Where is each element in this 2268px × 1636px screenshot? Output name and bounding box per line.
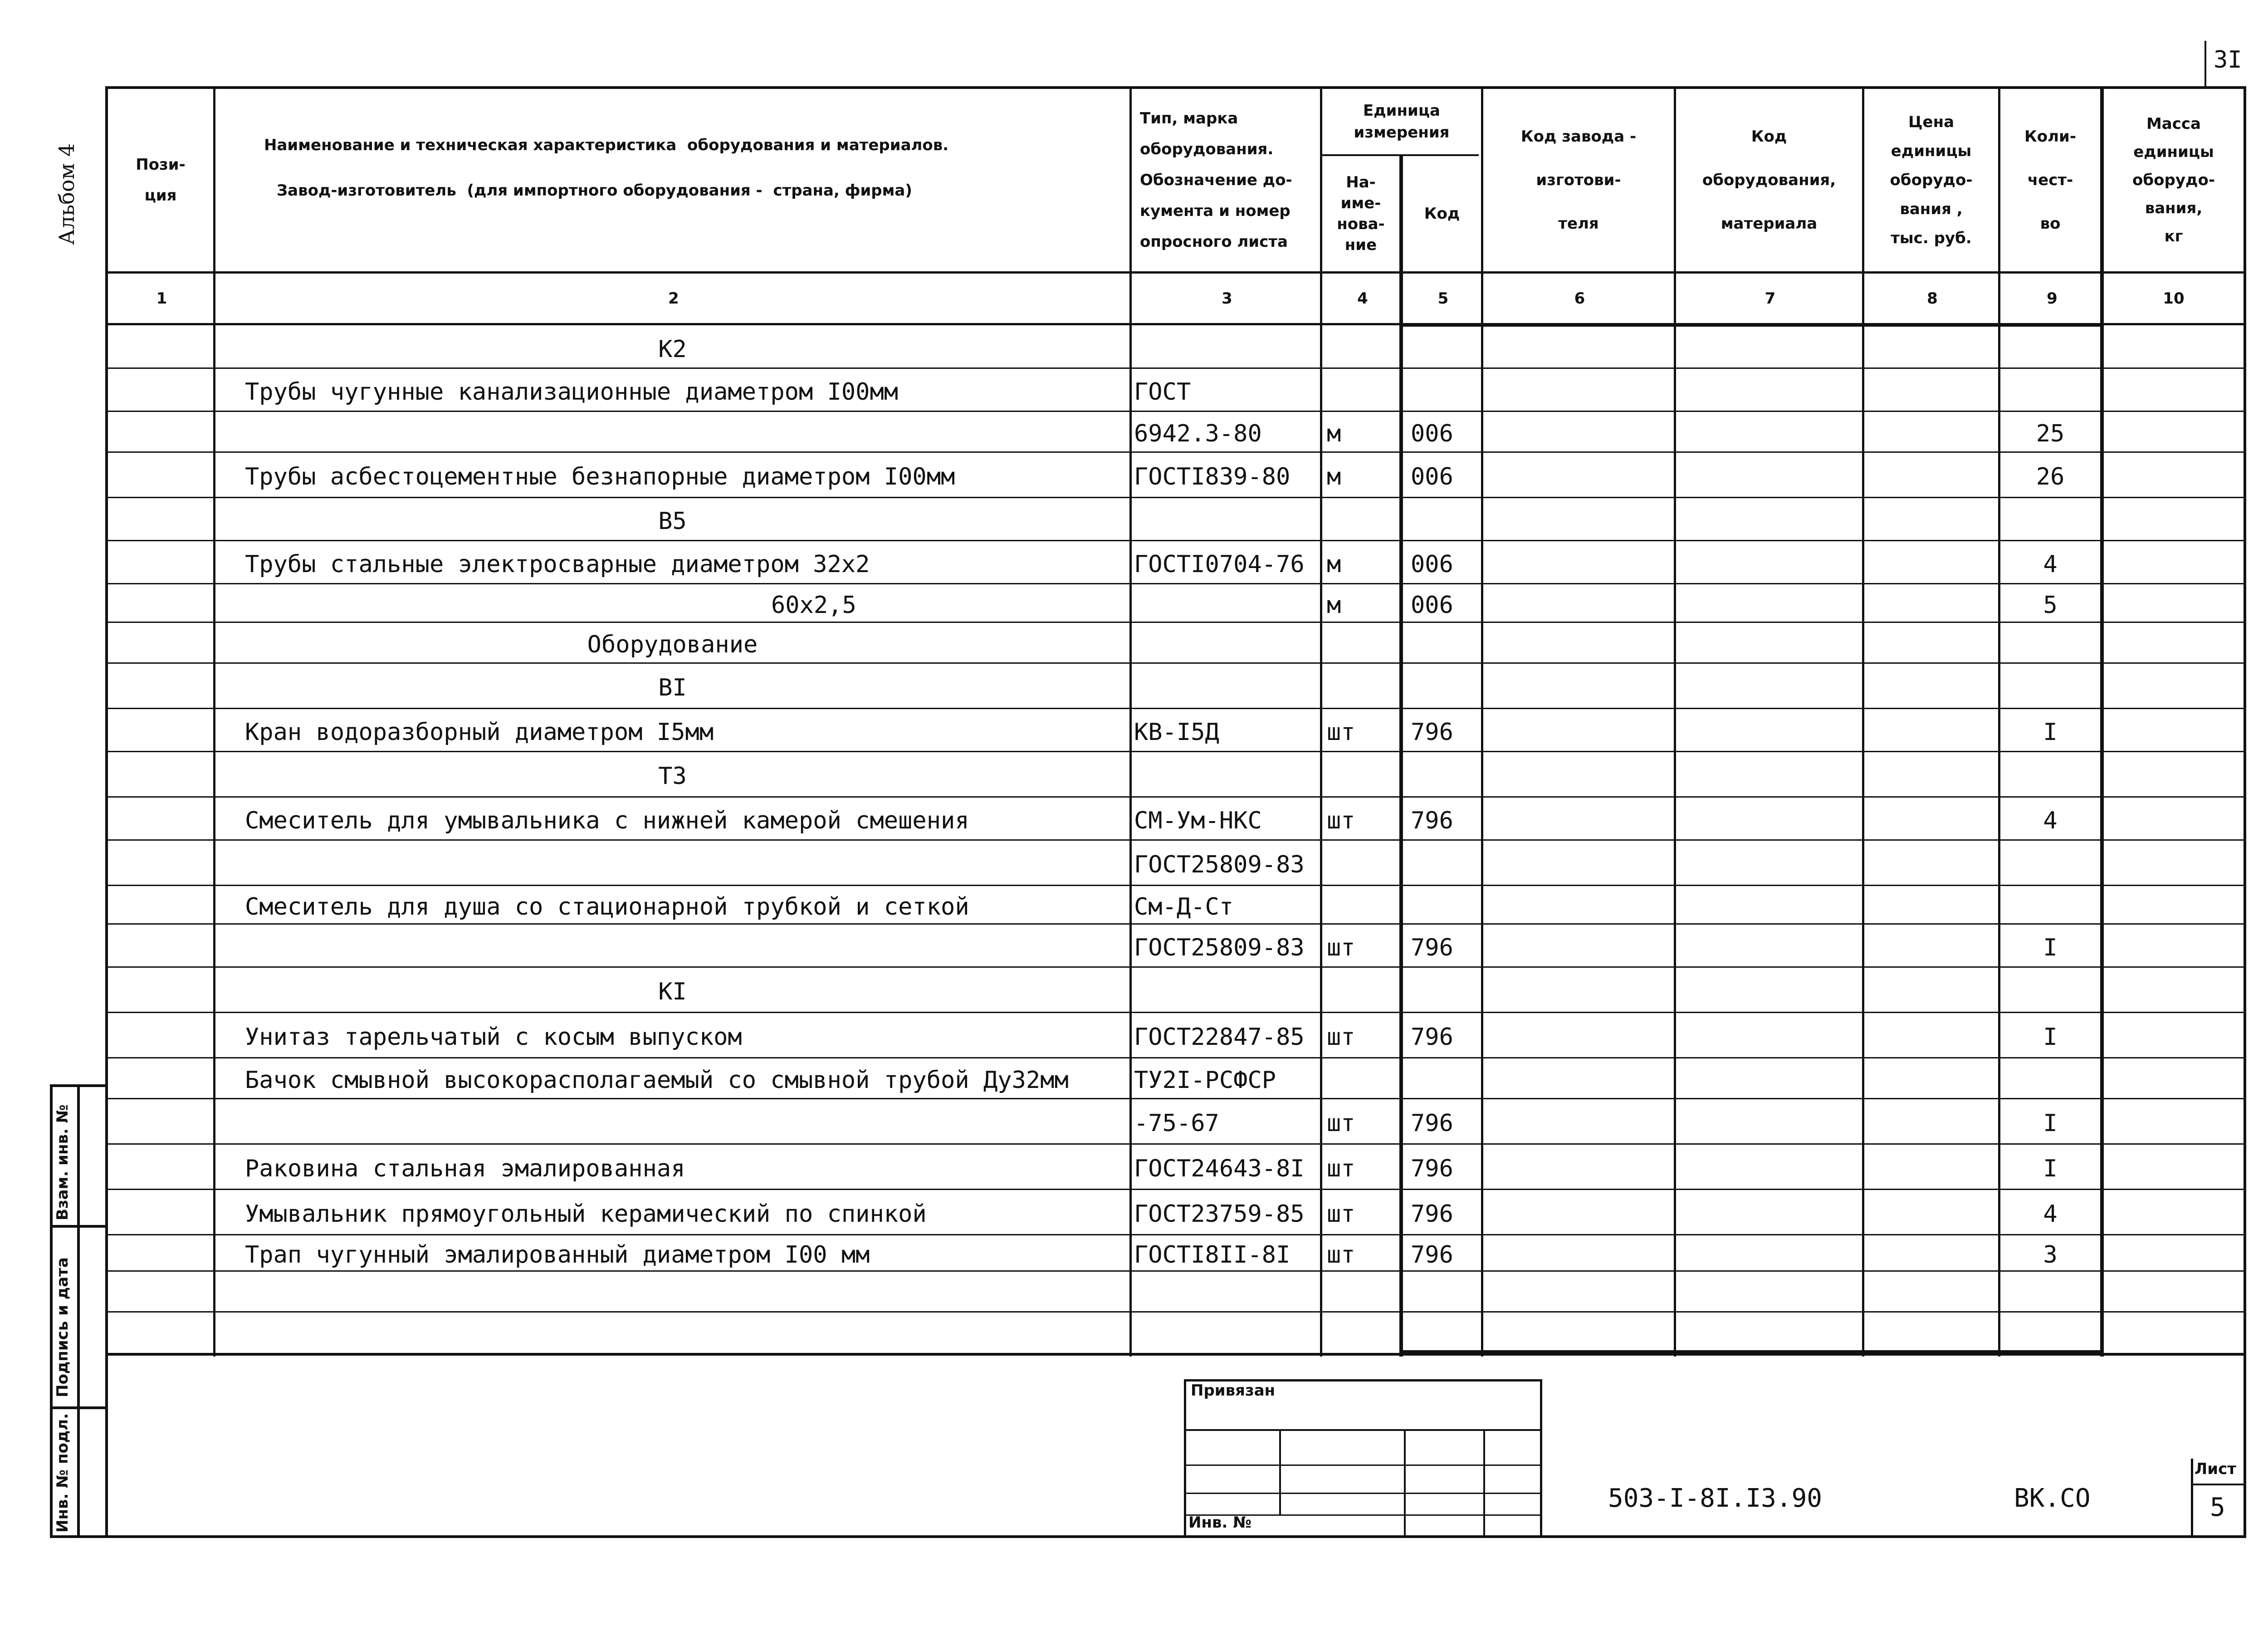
column-number: 5 xyxy=(1437,289,1449,308)
row-doc: ГОСТ25809-83 xyxy=(1134,934,1305,961)
row-section-title: Т3 xyxy=(658,763,687,790)
header-doc: Тип, марка оборудования. Обозначение до- кумента и номер опросного листа xyxy=(1140,109,1292,251)
row-unit: шт xyxy=(1327,1200,1355,1228)
header-name-line1: Наименование и техническая характеристика оборудования и материалов. xyxy=(264,136,949,154)
row-name: Унитаз тарельчатый с косым выпуском xyxy=(245,1024,742,1051)
sheet-number: 5 xyxy=(2210,1493,2225,1522)
document-code: 503-I-8I.I3.90 xyxy=(1608,1484,1823,1513)
header-equipment-code: Код оборудования, материала xyxy=(1702,127,1836,233)
row-doc: ГОСТ24643-8I xyxy=(1134,1155,1305,1182)
row-quantity: I xyxy=(2043,1110,2058,1137)
column-number: 4 xyxy=(1357,289,1368,308)
row-code: 796 xyxy=(1411,1155,1453,1182)
column-number: 2 xyxy=(668,289,679,308)
column-number: 3 xyxy=(1222,289,1232,308)
header-name-line2: Завод-изготовитель (для импортного оборудования - страна, фирма) xyxy=(277,181,912,200)
row-doc: ГОСТ xyxy=(1134,378,1191,406)
inv-no-label: Инв. № xyxy=(1188,1514,1252,1532)
stamp-replaced-inv: Взам. инв. № xyxy=(54,1104,72,1220)
row-code: 006 xyxy=(1411,591,1453,619)
row-name: Бачок смывной высокорасполагаемый со смывной трубой Ду32мм xyxy=(245,1067,1069,1094)
row-unit: м xyxy=(1327,550,1341,578)
row-code: 796 xyxy=(1411,1241,1453,1269)
column-number: 6 xyxy=(1574,289,1585,308)
column-number: 8 xyxy=(1927,289,1938,308)
row-code: 796 xyxy=(1411,1200,1453,1228)
row-doc: ТУ2I-РСФСР xyxy=(1134,1067,1276,1094)
row-name: Умывальник прямоугольный керамический по спинкой xyxy=(245,1200,927,1228)
row-doc: СМ-Ум-НКС xyxy=(1134,807,1262,834)
album-label: Альбом 4 xyxy=(54,143,79,245)
row-unit: шт xyxy=(1327,718,1355,746)
row-quantity: 4 xyxy=(2043,807,2058,834)
column-number: 1 xyxy=(156,289,167,308)
row-section-title: КI xyxy=(658,978,687,1005)
row-name: Трап чугунный эмалированный диаметром I00 мм xyxy=(245,1241,870,1269)
row-code: 006 xyxy=(1411,550,1453,578)
header-unit-name: На- име- нова- ние xyxy=(1337,173,1385,254)
row-doc: ГОСТI0704-76 xyxy=(1134,550,1305,578)
row-name: Трубы асбестоцементные безнапорные диаметром I00мм xyxy=(245,463,955,490)
row-section-title: Оборудование xyxy=(587,631,758,658)
row-section-title: В5 xyxy=(658,507,687,535)
row-name: Кран водоразборный диаметром I5мм xyxy=(245,718,714,746)
row-doc: ГОСТ23759-85 xyxy=(1134,1200,1305,1228)
row-quantity: I xyxy=(2043,934,2058,961)
row-name: Трубы чугунные канализационные диаметром I00мм xyxy=(245,378,899,406)
row-code: 796 xyxy=(1411,1110,1453,1137)
header-unit: Единица измерения xyxy=(1354,102,1450,142)
row-section-title: К2 xyxy=(658,335,687,363)
row-unit: шт xyxy=(1327,934,1355,961)
row-quantity: I xyxy=(2043,1024,2058,1051)
row-quantity: 4 xyxy=(2043,1200,2058,1228)
header-quantity: Коли- чест- во xyxy=(2024,127,2076,233)
row-doc: ГОСТ25809-83 xyxy=(1134,851,1305,878)
privyazan-label: Привязан xyxy=(1191,1381,1276,1400)
stamp-original-inv: Инв. № подл. xyxy=(54,1413,72,1533)
row-code: 006 xyxy=(1411,420,1453,447)
row-unit: шт xyxy=(1327,1241,1355,1269)
column-number: 7 xyxy=(1765,289,1776,308)
header-mass: Масса единицы оборудо- вания, кг xyxy=(2132,115,2215,245)
row-name: 60х2,5 xyxy=(771,591,856,619)
row-doc: ГОСТI8II-8I xyxy=(1134,1241,1290,1269)
row-quantity: 3 xyxy=(2043,1241,2058,1269)
sheet-corner-number: 3I xyxy=(2214,46,2242,73)
row-doc: -75-67 xyxy=(1134,1110,1219,1137)
row-quantity: 26 xyxy=(2036,463,2065,490)
row-code: 796 xyxy=(1411,934,1453,961)
row-quantity: 25 xyxy=(2036,420,2065,447)
row-name: Смеситель для умывальника с нижней камерой смешения xyxy=(245,807,969,834)
row-quantity: 4 xyxy=(2043,550,2058,578)
row-doc: См-Д-Ст xyxy=(1134,893,1234,921)
row-unit: шт xyxy=(1327,807,1355,834)
row-quantity: 5 xyxy=(2043,591,2058,619)
stamp-signature-date: Подпись и дата xyxy=(54,1257,72,1397)
row-unit: шт xyxy=(1327,1155,1355,1182)
row-doc: ГОСТ22847-85 xyxy=(1134,1024,1305,1051)
sheet-label: Лист xyxy=(2195,1460,2236,1478)
column-number: 9 xyxy=(2047,289,2058,308)
row-quantity: I xyxy=(2043,1155,2058,1182)
row-unit: шт xyxy=(1327,1024,1355,1051)
row-code: 796 xyxy=(1411,1024,1453,1051)
header-price: Цена единицы оборудо- вания , тыс. руб. xyxy=(1890,113,1973,247)
row-name: Смеситель для душа со стационарной трубкой и сеткой xyxy=(245,893,969,921)
header-unit-code: Код xyxy=(1424,205,1460,223)
row-unit: шт xyxy=(1327,1110,1355,1137)
row-code: 006 xyxy=(1411,463,1453,490)
column-number: 10 xyxy=(2163,289,2185,308)
document-mark: ВК.СО xyxy=(2014,1484,2091,1513)
row-doc: КВ-I5Д xyxy=(1134,718,1219,746)
row-doc: ГОСТI839-80 xyxy=(1134,463,1290,490)
header-factory-code: Код завода - изготови- теля xyxy=(1520,127,1637,233)
row-unit: м xyxy=(1327,591,1341,619)
row-name: Трубы стальные электросварные диаметром 32х2 xyxy=(245,550,870,578)
row-quantity: I xyxy=(2043,718,2058,746)
row-code: 796 xyxy=(1411,718,1453,746)
header-position: Пози- ция xyxy=(136,156,186,205)
row-section-title: ВI xyxy=(658,674,687,701)
row-doc: 6942.3-80 xyxy=(1134,420,1262,447)
row-name: Раковина стальная эмалированная xyxy=(245,1155,685,1182)
row-unit: м xyxy=(1327,420,1341,447)
row-unit: м xyxy=(1327,463,1341,490)
row-code: 796 xyxy=(1411,807,1453,834)
